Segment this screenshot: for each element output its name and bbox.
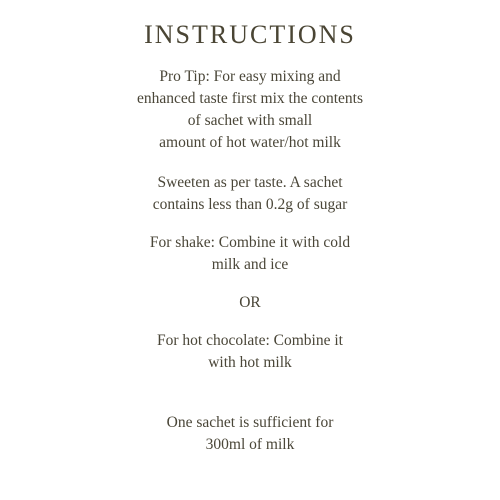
sweeten-paragraph — [0, 172, 500, 216]
sweeten-line-2: contains less than 0.2g of sugar — [152, 196, 348, 213]
or-separator — [0, 292, 500, 314]
hot-chocolate-paragraph — [0, 330, 500, 374]
sufficiency-paragraph — [0, 412, 500, 456]
sufficiency-line-1: One sachet is sufficient for — [166, 414, 334, 431]
hot-chocolate-line-1: For hot chocolate: Combine it — [157, 332, 343, 349]
hot-chocolate-line-2: with hot milk — [208, 354, 292, 371]
sweeten-line-1: Sweeten as per taste. A sachet — [157, 174, 343, 191]
shake-line-1: For shake: Combine it with cold — [149, 234, 351, 251]
or-text: OR — [239, 294, 261, 311]
pro-tip-line-2: enhanced taste first mix the contents — [137, 90, 363, 107]
page-title: INSTRUCTIONS — [144, 20, 356, 49]
pro-tip-line-3: of sachet with small — [187, 112, 313, 129]
pro-tip-line-4: amount of hot water/hot milk — [159, 134, 341, 151]
pro-tip-line-1: Pro Tip: For easy mixing and — [159, 68, 341, 85]
shake-paragraph — [0, 232, 500, 276]
sufficiency-line-2: 300ml of milk — [205, 436, 295, 453]
shake-line-2: milk and ice — [211, 256, 289, 273]
pro-tip-paragraph — [0, 66, 500, 154]
